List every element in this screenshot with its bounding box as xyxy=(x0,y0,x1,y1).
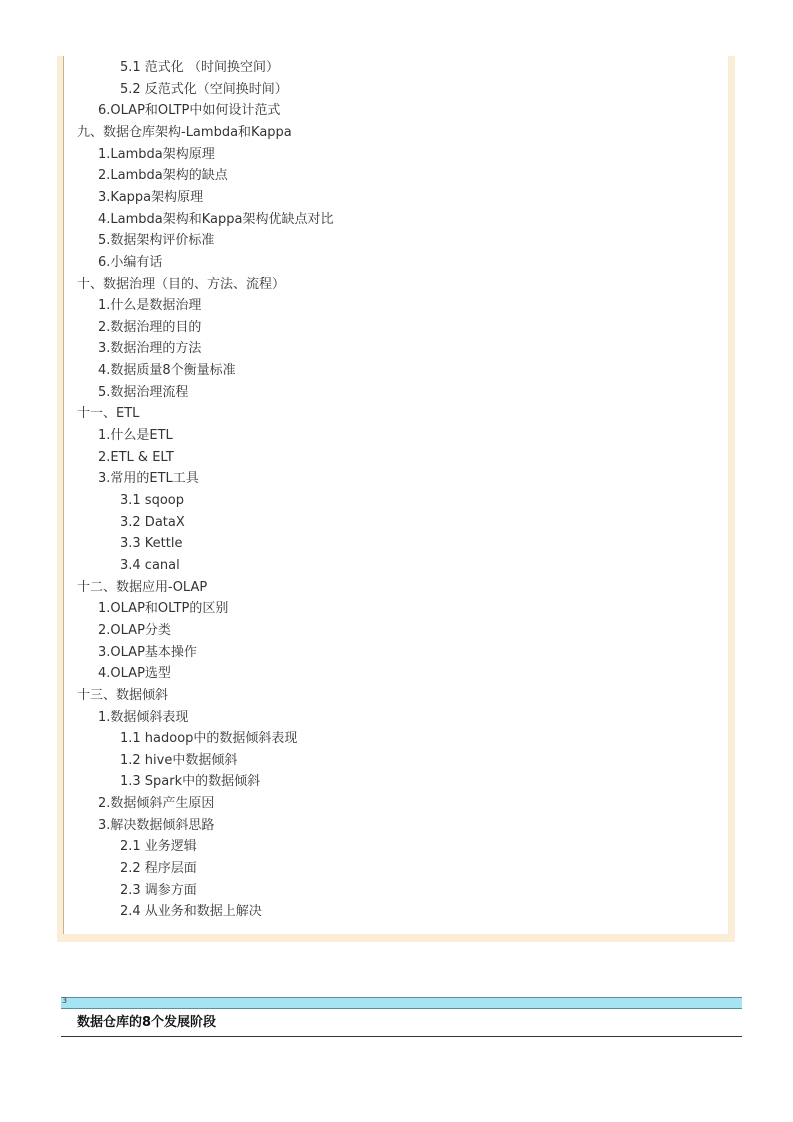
toc-item[interactable]: 5.数据架构评价标准 xyxy=(98,233,215,249)
section-number: 3 xyxy=(62,996,68,1005)
toc-item[interactable]: 十、数据治理（目的、方法、流程） xyxy=(77,276,286,292)
toc-item[interactable]: 3.3 Kettle xyxy=(120,536,183,552)
toc-item[interactable]: 3.常用的ETL工具 xyxy=(98,471,199,487)
toc-item[interactable]: 2.ETL & ELT xyxy=(98,449,174,465)
toc-item[interactable]: 1.数据倾斜表现 xyxy=(98,709,189,725)
toc-item[interactable]: 1.Lambda架构原理 xyxy=(98,146,215,162)
toc-item[interactable]: 十三、数据倾斜 xyxy=(77,687,169,703)
toc-item[interactable]: 4.Lambda架构和Kappa架构优缺点对比 xyxy=(98,211,334,227)
toc-item[interactable]: 5.数据治理流程 xyxy=(98,384,189,400)
toc-item[interactable]: 4.数据质量8个衡量标准 xyxy=(98,363,236,379)
toc-item[interactable]: 2.Lambda架构的缺点 xyxy=(98,168,228,184)
toc-item[interactable]: 3.数据治理的方法 xyxy=(98,341,202,357)
section-title: 数据仓库的8个发展阶段 xyxy=(77,1015,217,1030)
toc-item[interactable]: 5.1 范式化 （时间换空间） xyxy=(120,60,279,75)
toc-item[interactable]: 2.2 程序层面 xyxy=(120,861,197,876)
section-divider xyxy=(61,1036,742,1037)
toc-item[interactable]: 3.2 DataX xyxy=(120,514,185,530)
toc-item[interactable]: 1.1 hadoop中的数据倾斜表现 xyxy=(120,731,298,747)
toc-content xyxy=(63,56,728,934)
toc-item[interactable]: 3.解决数据倾斜思路 xyxy=(98,817,215,833)
toc-item[interactable]: 九、数据仓库架构-Lambda和Kappa xyxy=(77,124,292,140)
toc-item[interactable]: 2.数据治理的目的 xyxy=(98,319,202,335)
toc-item[interactable]: 2.3 调参方面 xyxy=(120,882,197,898)
toc-item[interactable]: 5.2 反范式化（空间换时间） xyxy=(120,81,288,97)
toc-item[interactable]: 3.4 canal xyxy=(120,557,180,573)
toc-item[interactable]: 十二、数据应用-OLAP xyxy=(77,579,208,595)
toc-item[interactable]: 十一、ETL xyxy=(77,406,140,422)
toc-item[interactable]: 2.1 业务逻辑 xyxy=(120,839,197,855)
toc-item[interactable]: 2.4 从业务和数据上解决 xyxy=(120,904,262,920)
toc-item[interactable]: 1.3 Spark中的数据倾斜 xyxy=(120,774,261,790)
section-header-bar xyxy=(61,997,742,1009)
toc-item[interactable]: 3.1 sqoop xyxy=(120,493,184,508)
toc-item[interactable]: 1.2 hive中数据倾斜 xyxy=(120,752,238,768)
toc-item[interactable]: 1.OLAP和OLTP的区别 xyxy=(98,601,229,617)
toc-item[interactable]: 6.小编有话 xyxy=(98,254,163,270)
toc-item[interactable]: 2.数据倾斜产生原因 xyxy=(98,796,215,812)
toc-item[interactable]: 4.OLAP选型 xyxy=(98,666,171,682)
toc-item[interactable]: 6.OLAP和OLTP中如何设计范式 xyxy=(98,103,281,119)
toc-item[interactable]: 2.OLAP分类 xyxy=(98,622,171,638)
toc-item[interactable]: 3.Kappa架构原理 xyxy=(98,189,204,205)
toc-item[interactable]: 1.什么是ETL xyxy=(98,428,173,443)
toc-panel xyxy=(57,56,735,942)
toc-item[interactable]: 1.什么是数据治理 xyxy=(98,298,202,314)
toc-item[interactable]: 3.OLAP基本操作 xyxy=(98,644,197,660)
